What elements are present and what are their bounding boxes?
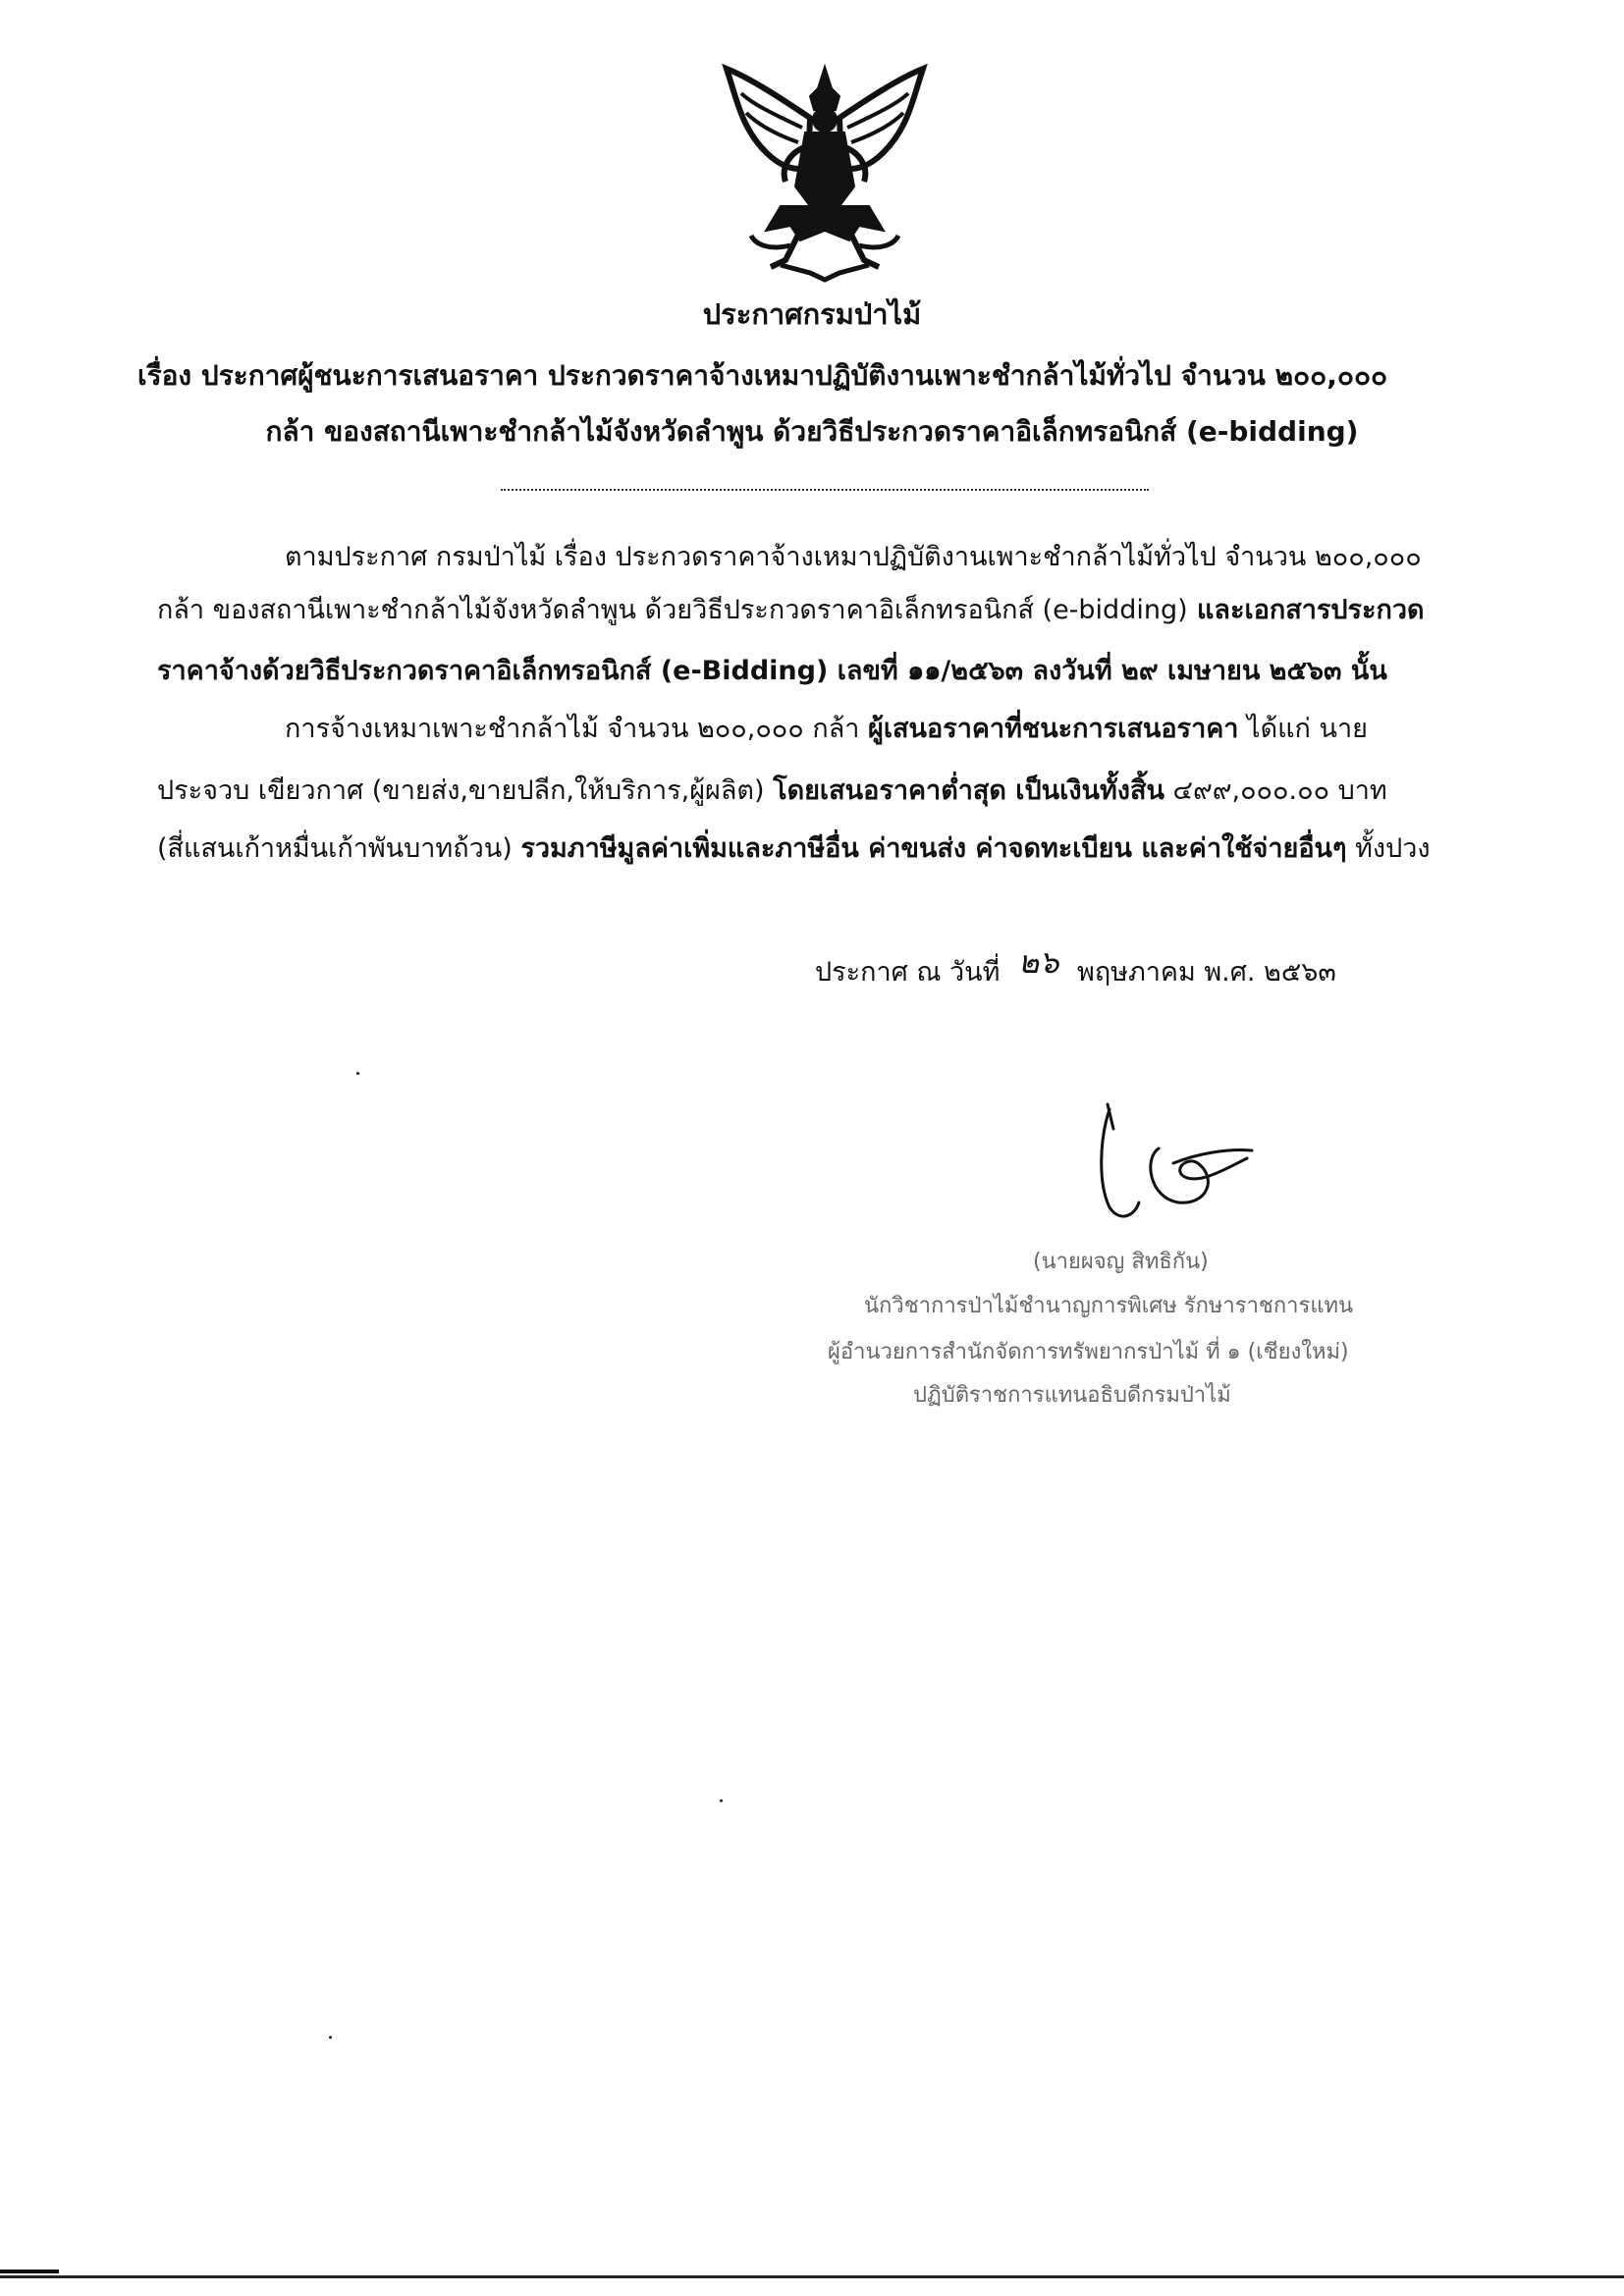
body-paragraph-5 xyxy=(157,774,1473,809)
dateline-prefix: ประกาศ ณ วันที่ xyxy=(815,957,1001,988)
body-text-bold: ผู้เสนอราคาที่ชนะการเสนอราคา xyxy=(868,714,1239,744)
signatory-position-1: นักวิชาการป่าไม้ชำนาญการพิเศษ รักษาราชการแทน xyxy=(864,1294,1354,1318)
scan-bottom-border xyxy=(0,2275,1624,2278)
signatory-name: (นายผจญ สิทธิกัน) xyxy=(1033,1250,1209,1274)
body-text: ได้แก่ นาย xyxy=(1238,714,1368,744)
body-paragraph-4 xyxy=(285,712,1600,747)
garuda-emblem-icon xyxy=(712,59,938,285)
body-text: (สี่แสนเก้าหมื่นเก้าพันบาทถ้วน) xyxy=(157,833,521,864)
divider xyxy=(501,489,1149,491)
body-paragraph-2 xyxy=(157,593,1473,628)
body-text-bold: รวมภาษีมูลค่าเพิ่มและภาษีอื่น ค่าขนส่ง ค่าจดทะเบียน และค่าใช้จ่ายอื่นๆ xyxy=(520,833,1347,864)
scan-speck xyxy=(329,2036,332,2039)
body-paragraph-1: ตามประกาศ กรมป่าไม้ เรื่อง ประกวดราคาจ้างเหมาปฏิบัติงานเพาะชำกล้าไม้ทั่วไป จำนวน ๒๐๐,๐๐๐ xyxy=(285,542,1422,572)
dateline-suffix: พฤษภาคม พ.ศ. ๒๕๖๓ xyxy=(1077,957,1336,988)
scan-speck xyxy=(720,1799,723,1802)
body-text-bold: และเอกสารประกวด xyxy=(1187,595,1425,625)
dateline-day: ๒๖ xyxy=(1018,943,1059,981)
dateline xyxy=(815,943,1336,990)
subject-line-1: เรื่อง ประกาศผู้ชนะการเสนอราคา ประกวดราคาจ้างเหมาปฏิบัติงานเพาะชำกล้าไม้ทั่วไป จำนวน ๒๐๐,๐๐๐ xyxy=(137,359,1388,392)
scan-speck xyxy=(356,1072,359,1075)
scan-edge-mark xyxy=(0,2269,59,2273)
document-title: ประกาศกรมป่าไม้ xyxy=(702,297,922,331)
body-text: กล้า ของสถานีเพาะชำกล้าไม้จังหวัดลำพูน ด้วยวิธีประกวดราคาอิเล็กทรอนิกส์ (e-bidding) xyxy=(157,595,1188,625)
body-text-bold: โดยเสนอราคาต่ำสุด เป็นเงินทั้งสิ้น xyxy=(773,775,1164,806)
body-paragraph-3: ราคาจ้างด้วยวิธีประกวดราคาอิเล็กทรอนิกส์ (e-Bidding) เลขที่ ๑๑/๒๕๖๓ ลงวันที่ ๒๙ เมษายน ๒๕๖๓ นั้น xyxy=(157,656,1387,686)
signatory-position-2: ผู้อำนวยการสำนักจัดการทรัพยากรป่าไม้ ที่ ๑ (เชียงใหม่) xyxy=(828,1340,1349,1364)
body-paragraph-6 xyxy=(157,831,1473,867)
body-text: การจ้างเหมาเพาะชำกล้าไม้ จำนวน ๒๐๐,๐๐๐ กล้า xyxy=(285,714,868,744)
subject-line-2: กล้า ของสถานีเพาะชำกล้าไม้จังหวัดลำพูน ด้วยวิธีประกวดราคาอิเล็กทรอนิกส์ (e-bidding) xyxy=(265,415,1359,448)
signatory-position-3: ปฏิบัติราชการแทนอธิบดีกรมป่าไม้ xyxy=(913,1383,1231,1408)
body-text: ทั้งปวง xyxy=(1346,833,1431,864)
body-text: ๔๙๙,๐๐๐.๐๐ บาท xyxy=(1164,775,1387,806)
body-text: ประจวบ เขียวกาศ (ขายส่ง,ขายปลีก,ให้บริการ,ผู้ผลิต) xyxy=(157,775,774,806)
handwritten-signature xyxy=(1080,1090,1296,1237)
